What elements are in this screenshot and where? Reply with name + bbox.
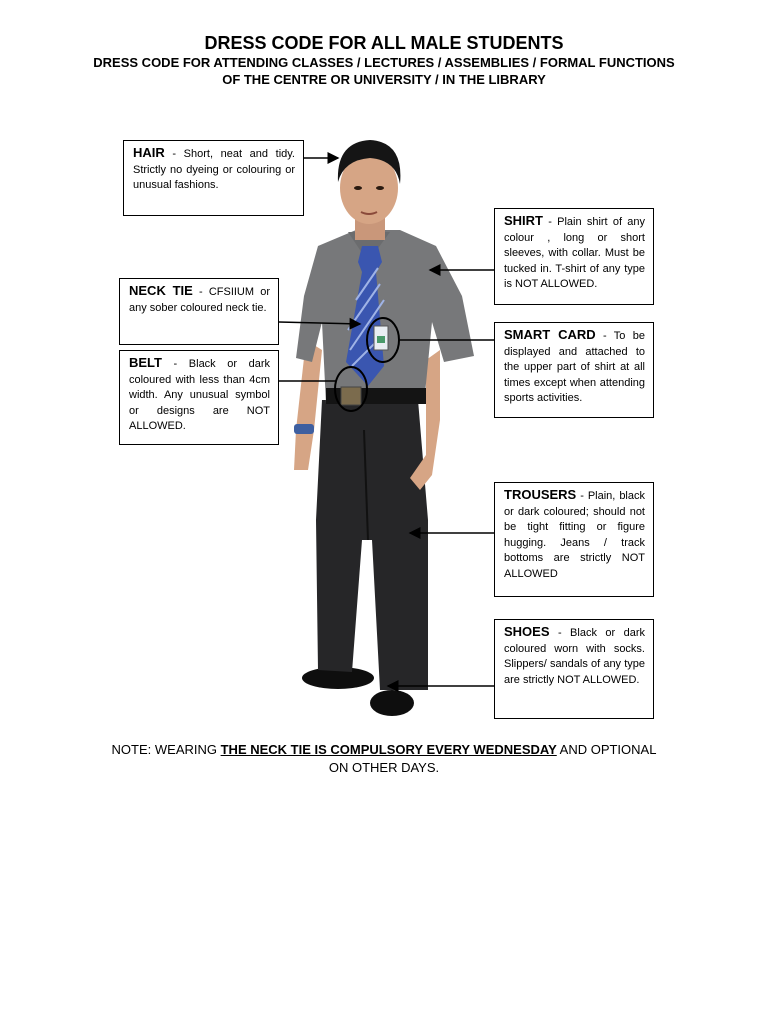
smart-card-text: - To be displayed and attached to the upper part of shirt at all times except when attending sports activities. (504, 330, 645, 404)
shirt-label: SHIRT (504, 213, 543, 228)
belt-rule-box (119, 350, 279, 445)
trousers-rule-box (494, 482, 654, 597)
shoes-text: - Black or dark coloured worn with socks. Slippers/ sandals of any type are strictly NOT ALLOWED. (504, 627, 645, 686)
shoes-rule-box (494, 619, 654, 719)
neck-tie-note (110, 741, 658, 777)
page-title: DRESS CODE FOR ALL MALE STUDENTS (204, 33, 564, 53)
note-prefix: NOTE: WEARING (111, 742, 221, 757)
smart-card-rule-box (494, 322, 654, 418)
shirt-rule-box (494, 208, 654, 305)
trousers-text: - Plain, black or dark coloured; should not be tight fitting or figure hugging. Jeans / track bottoms are strictly NOT ALLOWED (504, 490, 645, 580)
note-emphasis: THE NECK TIE IS COMPULSORY EVERY WEDNESDAY (220, 742, 557, 757)
note-suffix: AND OPTIONAL ON OTHER DAYS. (328, 742, 657, 775)
belt-text: - Black or dark coloured with less than 4cm width. Any unusual symbol or designs are NOT ALLOWED. (129, 358, 270, 432)
hair-label: HAIR (133, 145, 165, 160)
smart-card-label: SMART CARD (504, 327, 596, 342)
neck-tie-text: - CFSIIUM or any sober coloured neck tie. (129, 286, 270, 314)
hair-rule-box (123, 140, 304, 216)
page-subtitle-line-1: DRESS CODE FOR ATTENDING CLASSES / LECTURES / ASSEMBLIES / FORMAL FUNCTIONS (93, 55, 675, 70)
page-subtitle-line-2: OF THE CENTRE OR UNIVERSITY / IN THE LIBRARY (222, 72, 546, 87)
hair-text: - Short, neat and tidy. Strictly no dyeing or colouring or unusual fashions. (133, 148, 295, 191)
neck-tie-rule-box (119, 278, 279, 345)
shirt-text: - Plain shirt of any colour , long or short sleeves, with collar. Must be tucked in. T-shirt of any type is NOT ALLOWED. (504, 216, 645, 290)
neck-tie-label: NECK TIE (129, 283, 193, 298)
student-photo (294, 140, 474, 716)
shoes-label: SHOES (504, 624, 550, 639)
trousers-label: TROUSERS (504, 487, 577, 502)
belt-label: BELT (129, 355, 162, 370)
